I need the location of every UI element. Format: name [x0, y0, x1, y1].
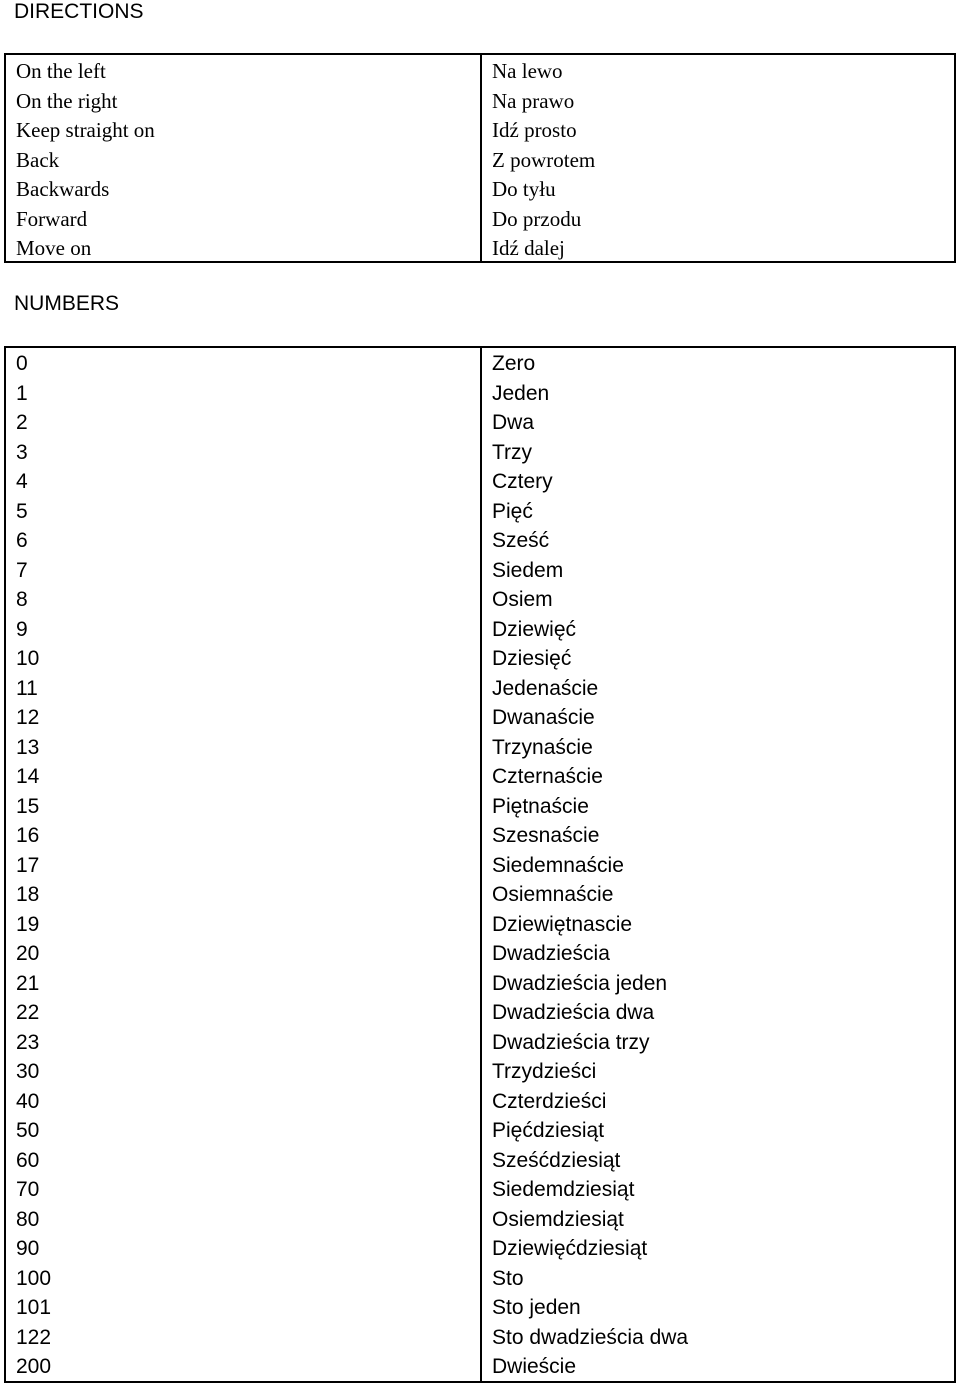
number-row-number: 6: [16, 529, 28, 552]
number-row-number: 101: [16, 1296, 52, 1319]
number-row-polish: Sześćdziesiąt: [492, 1148, 621, 1172]
number-row-polish: Piętnaście: [492, 794, 589, 818]
number-row-polish: Jedenaście: [492, 676, 599, 700]
number-row: [6, 410, 954, 440]
number-row-polish: Pięćdziesiąt: [492, 1119, 605, 1142]
number-row-polish: Dziewiętnascie: [492, 912, 633, 936]
number-row-number: 80: [16, 1207, 40, 1231]
number-row-number: 23: [16, 1030, 40, 1054]
number-row: [6, 823, 954, 853]
direction-row: [6, 58, 954, 88]
number-row-polish: Czternaście: [492, 765, 603, 788]
number-row-polish: Sto dwadzieścia dwa: [492, 1325, 689, 1349]
number-row-number: 0: [16, 352, 28, 375]
direction-row: [6, 117, 954, 147]
number-row-polish: Trzynaście: [492, 735, 593, 759]
number-row-polish: Pięć: [492, 499, 533, 523]
number-row-polish: Sto: [492, 1266, 524, 1290]
number-row-number: 1: [16, 381, 28, 405]
number-row: [6, 1236, 954, 1266]
number-row-polish: Dziewięć: [492, 617, 577, 641]
directions-rows: [6, 58, 954, 265]
number-row-polish: Czterdzieści: [492, 1089, 607, 1113]
direction-row: [6, 88, 954, 118]
number-row-polish: Dwanaście: [492, 706, 595, 729]
direction-row: [6, 176, 954, 206]
number-row-polish: Sto jeden: [492, 1296, 581, 1319]
number-row: [6, 587, 954, 617]
number-row-polish: Siedemnaście: [492, 853, 624, 877]
number-row-number: 60: [16, 1148, 40, 1172]
direction-row-polish: Idź dalej: [492, 236, 565, 260]
number-row: [6, 971, 954, 1001]
number-row-polish: Siedem: [492, 558, 564, 582]
number-row: [6, 646, 954, 676]
numbers-rows: [6, 351, 954, 1384]
number-row-number: 15: [16, 794, 40, 818]
number-row: [6, 912, 954, 942]
direction-row-english: Move on: [16, 236, 92, 260]
number-row: [6, 1118, 954, 1148]
numbers-heading: NUMBERS: [14, 292, 120, 315]
number-row: [6, 882, 954, 912]
number-row-polish: Sześć: [492, 529, 550, 552]
number-row: [6, 1089, 954, 1119]
number-row: [6, 676, 954, 706]
number-row-polish: Cztery: [492, 470, 553, 493]
direction-row-polish: Do przodu: [492, 206, 582, 231]
direction-row-english: Back: [16, 147, 60, 172]
direction-row-polish: Z powrotem: [492, 147, 596, 172]
number-row: [6, 1295, 954, 1325]
number-row-number: 22: [16, 1001, 40, 1024]
number-row-number: 30: [16, 1060, 40, 1083]
number-row-polish: Dziesięć: [492, 647, 572, 670]
number-row-polish: Szesnaście: [492, 824, 600, 847]
directions-heading: DIRECTIONS: [14, 0, 144, 23]
number-row: [6, 381, 954, 411]
number-row-number: 50: [16, 1119, 40, 1142]
number-row-number: 40: [16, 1089, 40, 1113]
number-row-number: 200: [16, 1355, 52, 1378]
direction-row: [6, 147, 954, 177]
number-row-number: 90: [16, 1237, 40, 1260]
number-row: [6, 1000, 954, 1030]
number-row: [6, 764, 954, 794]
number-row-polish: Trzy: [492, 440, 533, 464]
number-row: [6, 440, 954, 470]
number-row-number: 70: [16, 1178, 40, 1201]
number-row-polish: Jeden: [492, 381, 550, 405]
number-row-number: 20: [16, 942, 40, 965]
number-row-number: 4: [16, 470, 28, 493]
number-row-number: 122: [16, 1325, 52, 1349]
number-row: [6, 1354, 954, 1384]
number-row-number: 9: [16, 617, 28, 641]
number-row-polish: Siedemdziesiąt: [492, 1178, 635, 1201]
number-row-number: 8: [16, 588, 28, 611]
number-row: [6, 1177, 954, 1207]
number-row-polish: Osiem: [492, 588, 553, 611]
number-row-polish: Dwadzieścia jeden: [492, 971, 668, 995]
number-row-number: 17: [16, 853, 40, 877]
number-row-polish: Zero: [492, 352, 536, 375]
number-row-polish: Dwadzieścia dwa: [492, 1001, 655, 1024]
number-row: [6, 1207, 954, 1237]
number-row-number: 21: [16, 971, 40, 995]
number-row-number: 3: [16, 440, 28, 464]
number-row-number: 11: [16, 676, 38, 700]
number-row: [6, 499, 954, 529]
number-row-polish: Dwa: [492, 411, 535, 434]
number-row: [6, 794, 954, 824]
direction-row-polish: Do tyłu: [492, 177, 556, 201]
direction-row-english: Keep straight on: [16, 118, 155, 142]
number-row: [6, 1059, 954, 1089]
direction-row-english: On the left: [16, 59, 106, 83]
number-row-number: 16: [16, 824, 40, 847]
direction-row-polish: Na lewo: [492, 59, 563, 83]
directions-table: [4, 53, 956, 263]
number-row-number: 13: [16, 735, 40, 759]
direction-row-english: Backwards: [16, 177, 110, 201]
number-row-number: 18: [16, 883, 40, 906]
number-row: [6, 735, 954, 765]
number-row-number: 2: [16, 411, 28, 434]
direction-row-english: Forward: [16, 206, 88, 231]
number-row: [6, 941, 954, 971]
number-row-polish: Dwadzieścia: [492, 942, 610, 965]
number-row: [6, 1325, 954, 1355]
number-row-polish: Dwieście: [492, 1355, 577, 1378]
direction-row: [6, 206, 954, 236]
number-row: [6, 558, 954, 588]
number-row: [6, 528, 954, 558]
number-row: [6, 351, 954, 381]
number-row-polish: Osiemnaście: [492, 883, 614, 906]
number-row-number: 12: [16, 706, 40, 729]
number-row-polish: Dziewięćdziesiąt: [492, 1237, 648, 1260]
number-row-number: 14: [16, 765, 40, 788]
direction-row-polish: Idź prosto: [492, 118, 577, 142]
number-row: [6, 705, 954, 735]
numbers-table: [4, 346, 956, 1383]
number-row: [6, 1266, 954, 1296]
number-row-number: 100: [16, 1266, 52, 1290]
number-row: [6, 1148, 954, 1178]
number-row-polish: Trzydzieści: [492, 1060, 597, 1083]
number-row: [6, 853, 954, 883]
number-row: [6, 1030, 954, 1060]
direction-row-polish: Na prawo: [492, 88, 575, 113]
number-row-number: 19: [16, 912, 40, 936]
number-row-number: 5: [16, 499, 28, 523]
number-row-number: 7: [16, 558, 28, 582]
direction-row-english: On the right: [16, 88, 118, 113]
number-row: [6, 469, 954, 499]
number-row-polish: Dwadzieścia trzy: [492, 1030, 650, 1054]
direction-row: [6, 235, 954, 265]
number-row-number: 10: [16, 647, 40, 670]
number-row-polish: Osiemdziesiąt: [492, 1207, 624, 1231]
number-row: [6, 617, 954, 647]
